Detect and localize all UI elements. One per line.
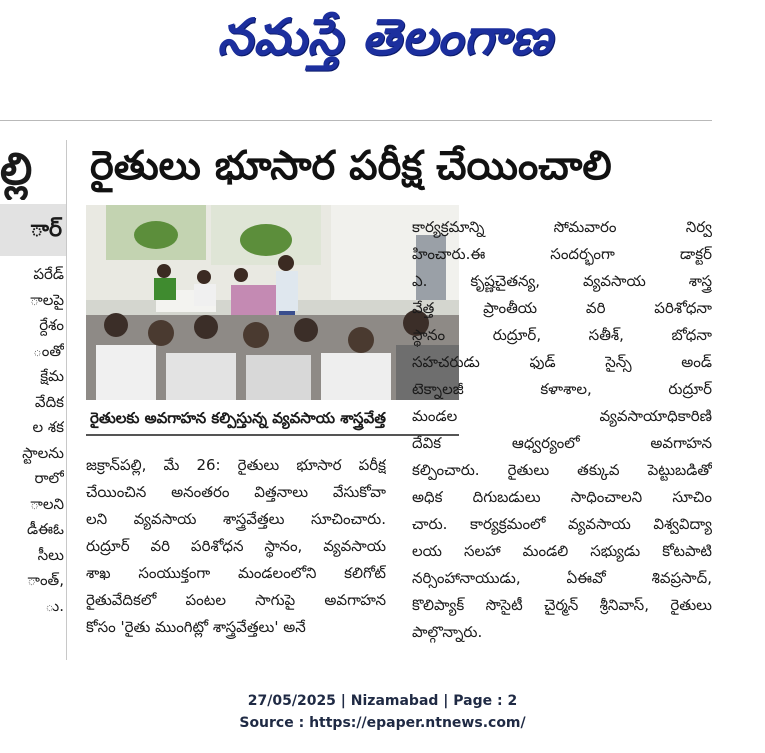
body-text-line: మండల వ్యవసాయాధికారిణి	[412, 407, 712, 425]
body-text-line: జక్రాన్‌పల్లి, మే 26: రైతులు భూసార పరీక్ష	[86, 456, 386, 474]
body-text-line: రైతువేదికలో పంటల సాగుపై అవగాహన	[86, 591, 386, 609]
adjacent-text-line: ర్దేశం	[39, 316, 64, 334]
body-text-line: కోసం 'రైతు ముంగిట్లో శాస్త్రవేత్తలు' అనే	[86, 618, 306, 636]
adjacent-text-line: ు.	[45, 596, 64, 615]
header-rule	[0, 120, 712, 121]
body-text-line: హించారు.ఈ సందర్భంగా డాక్టర్	[412, 245, 712, 263]
body-text-line: చారు. కార్యక్రమంలో వ్యవసాయ విశ్వవిద్యా	[412, 515, 712, 533]
source-link: Source : https://epaper.ntnews.com/	[239, 715, 526, 731]
page-footer	[0, 690, 765, 740]
adjacent-text-line: ల శక	[32, 418, 64, 436]
article-body-column-2	[412, 214, 712, 664]
article-headline: రైతులు భూసార పరీక్ష చేయించాలి	[90, 143, 612, 189]
body-text-line: కొలిప్యాక్ సొసైటీ చైర్మన్ శ్రీనివాస్, రైతులు	[412, 596, 712, 614]
body-text-line: టెక్నాలజీ కళాశాల, రుద్రూర్	[412, 380, 712, 398]
adjacent-text-line: ాలపై	[30, 290, 64, 309]
body-text-line: లని వ్యవసాయ శాస్త్రవేత్తలు సూచించారు.	[86, 510, 386, 528]
adjacent-text-line: సీలు	[37, 545, 64, 564]
body-text-line: కార్యక్రమాన్ని సోమవారం నిర్వ	[412, 218, 712, 236]
body-text-line: వేత్త ప్రాంతీయ వరి పరిశోధనా	[412, 299, 712, 317]
adjacent-text-line: పరేడ్	[33, 265, 64, 283]
body-text-line: కల్పించారు. రైతులు తక్కువ పెట్టుబడితో	[412, 461, 712, 479]
body-text-line: చేయించిన అనంతరం విత్తనాలు వేసుకోవా	[86, 483, 386, 501]
photo-caption: రైతులకు అవగాహన కల్పిస్తున్న వ్యవసాయ శాస్త్రవేత్త	[86, 402, 459, 436]
adjacent-article-subheading: ార్	[0, 204, 66, 256]
adjacent-text-line: ాలని	[30, 494, 64, 513]
edition-info: 27/05/2025 | Nizamabad | Page : 2	[247, 693, 518, 709]
body-text-line: ఎ. కృష్ణచైతన్య, వ్యవసాయ శాస్త్ర	[412, 272, 712, 290]
body-text-line: దేవిక ఆధ్వర్యంలో అవగాహన	[412, 434, 712, 452]
newspaper-logo: నమస్తే తెలంగాణ	[217, 8, 553, 66]
adjacent-text-line: ాంత్,	[27, 571, 64, 589]
adjacent-text-line: స్టాలను	[22, 443, 64, 462]
body-text-line: రుద్రూర్ వరి పరిశోధన స్థానం, వ్యవసాయ	[86, 537, 386, 555]
article-body-column-1	[86, 452, 386, 662]
body-text-line: శాఖ సంయుక్తంగా మండలంలోని కలిగోట్	[86, 564, 386, 582]
adjacent-text-line: రాలో	[34, 469, 64, 487]
body-text-line: పాల్గొన్నారు.	[412, 623, 483, 641]
masthead	[0, 0, 765, 78]
body-text-line: నర్సింహానాయుడు, ఏఈవో శివప్రసాద్,	[412, 569, 712, 587]
adjacent-text-line: వేదిక	[34, 392, 64, 411]
adjacent-article-text	[0, 262, 64, 662]
adjacent-text-line: డీఈఓ	[27, 520, 64, 538]
body-text-line: లయ సలహా మండలి సభ్యుడు కోటపాటి	[412, 542, 712, 560]
body-text-line: సహచరుడు ఫుడ్ సైన్స్ అండ్	[412, 353, 712, 371]
adjacent-article-heading: ల్లి	[0, 144, 33, 195]
body-text-line: అధిక దిగుబడులు సాధించాలని సూచిం	[412, 488, 712, 506]
photo-illustration	[86, 205, 459, 400]
adjacent-text-line: క్షేమ	[40, 367, 64, 385]
column-divider	[66, 140, 67, 660]
article-photo	[86, 205, 459, 400]
body-text-line: స్థానం రుద్రూర్, సతీశ్, బోధనా	[412, 326, 712, 344]
adjacent-text-line: ంతో	[33, 341, 64, 360]
